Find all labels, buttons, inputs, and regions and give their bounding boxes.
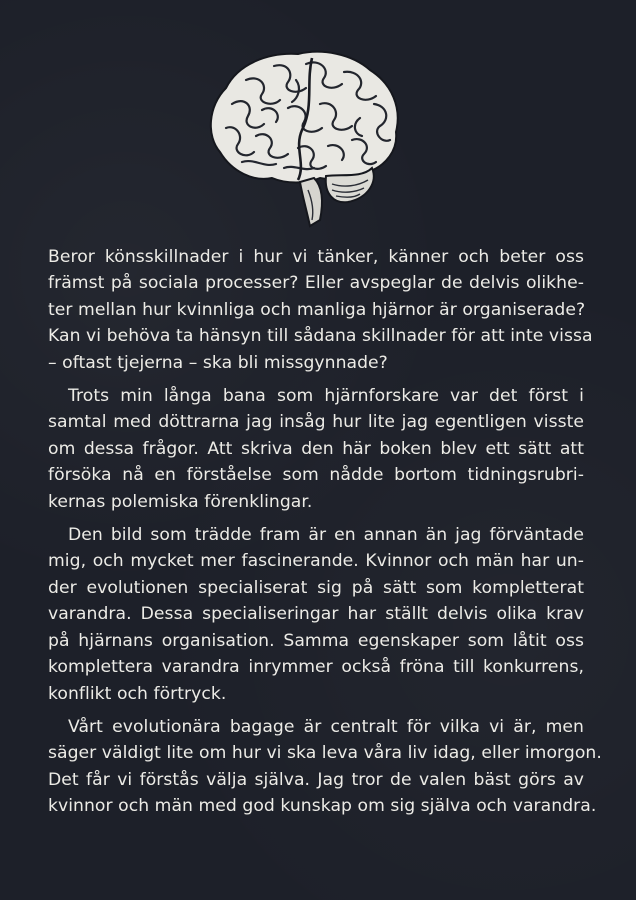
text-line: samtal med döttrarna jag insåg hur lite jag egentligen visste xyxy=(48,412,584,433)
text-line: kernas polemiska förenklingar. xyxy=(48,491,313,512)
back-cover-text xyxy=(48,244,602,827)
text-line: der evolutionen specialiserat sig på sätt som kompletterat xyxy=(48,577,584,598)
text-line: ter mellan hur kvinnliga och manliga hjärnor är organiserade? xyxy=(48,299,586,320)
paragraph-2 xyxy=(48,383,584,515)
paragraph-1 xyxy=(48,244,593,376)
text-line: Det får vi förstås välja själva. Jag tror de valen bäst görs av xyxy=(48,769,584,790)
text-line: Beror könsskillnader i hur vi tänker, känner och beter oss xyxy=(48,247,584,267)
text-line: mig, och mycket mer fascinerande. Kvinnor och män har un- xyxy=(48,551,584,572)
text-line: varandra. Dessa specialiseringar har ställt delvis olika krav xyxy=(48,604,584,625)
text-line: – oftast tjejerna – ska bli missgynnade? xyxy=(48,352,388,373)
text-line: Vårt evolutionära bagage är centralt för vilka vi är, men xyxy=(68,716,584,737)
text-line: Trots min långa bana som hjärnforskare var det först i xyxy=(68,386,584,407)
text-line: försöka nå en förståelse som nådde bortom tidningsrubri- xyxy=(48,465,584,486)
text-line: konflikt och förtryck. xyxy=(48,683,227,704)
text-line: Den bild som trädde fram är en annan än jag förväntade xyxy=(68,525,584,546)
text-line: Kan vi behöva ta hänsyn till sådana skillnader för att inte vissa xyxy=(48,326,593,347)
paragraph-4 xyxy=(48,714,602,820)
text-line: om dessa frågor. Att skriva den här boken blev ett sätt att xyxy=(48,438,584,459)
text-line: kvinnor och män med god kunskap om sig själva och varandra. xyxy=(48,796,597,817)
text-line: på hjärnans organisation. Samma egenskaper som låtit oss xyxy=(48,630,584,651)
text-line: främst på sociala processer? Eller avspeglar de delvis olikhe- xyxy=(48,273,584,294)
brain-icon xyxy=(202,44,406,230)
text-line: komplettera varandra inrymmer också fröna till konkurrens, xyxy=(48,657,584,678)
paragraph-3 xyxy=(48,522,584,707)
text-line: säger väldigt lite om hur vi ska leva våra liv idag, eller imorgon. xyxy=(48,743,602,764)
